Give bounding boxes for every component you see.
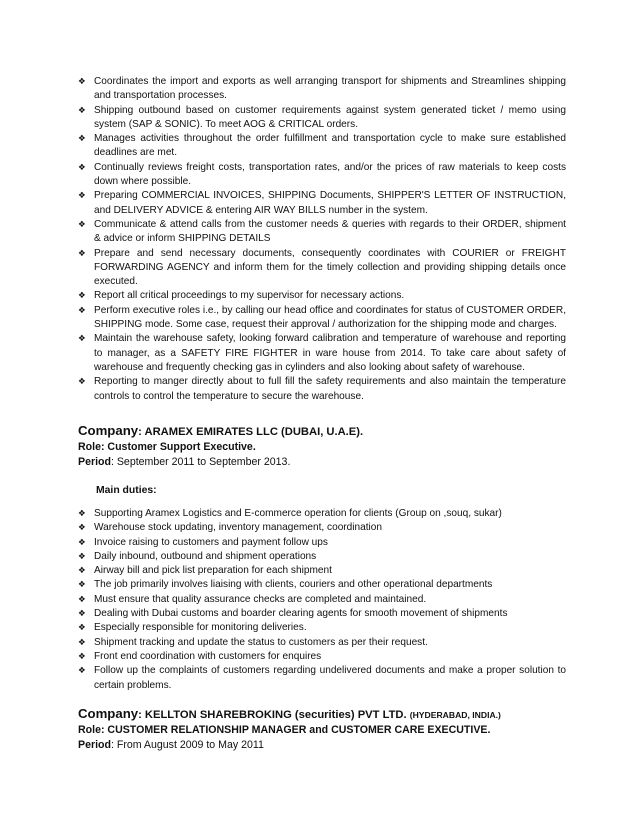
company-name: : KELLTON SHAREBROKING (securities) PVT LTD. [138, 709, 407, 721]
period-line [78, 738, 264, 752]
diamond-bullet-icon: ❖ [78, 623, 86, 634]
list-item [78, 75, 566, 104]
list-item-text: Follow up the complaints of customers regarding undelivered documents and make a proper solution to certain problems. [94, 665, 566, 691]
diamond-bullet-icon: ❖ [78, 105, 86, 116]
list-item [78, 521, 566, 535]
list-item [78, 189, 566, 218]
list-item-text: Prepare and send necessary documents, consequently coordinates with COURIER or FREIGHT FORWARDING AGENCY and inform them for the timely collection and providing shipping details once executed. [94, 247, 566, 288]
list-item-text: Manages activities throughout the order fulfillment and transportation cycle to make sure established deadlines are met. [94, 133, 566, 159]
list-item-text: Airway bill and pick list preparation for each shipment [94, 565, 332, 577]
company-heading-kellton [78, 707, 501, 722]
list-item-text: Shipping outbound based on customer requirements against system generated ticket / memo using system (SAP & SONIC). To meet AOG & CRITICAL orders. [94, 104, 566, 130]
list-item [78, 304, 566, 333]
list-item-text: Report all critical proceedings to my supervisor for necessary actions. [94, 290, 405, 302]
list-item [78, 332, 566, 375]
list-item [78, 564, 566, 578]
period-value: : September 2011 to September 2013. [110, 456, 291, 468]
list-item [78, 132, 566, 161]
period-value: : From August 2009 to May 2011 [110, 739, 264, 751]
list-item [78, 289, 566, 303]
diamond-bullet-icon: ❖ [78, 162, 86, 173]
diamond-bullet-icon: ❖ [78, 523, 86, 534]
list-item-text: Perform executive roles i.e., by calling our head office and coordinates for status of CUSTOMER ORDER, SHIPPING mode. Some case, request their approval / authorization for the shipping mode and charges. [94, 304, 566, 331]
company-location: (HYDERABAD, INDIA.) [409, 710, 501, 720]
diamond-bullet-icon: ❖ [78, 637, 86, 648]
list-item-text: Shipment tracking and update the status to customers as per their request. [94, 636, 428, 648]
list-item-text: Front end coordination with customers for enquires [94, 650, 322, 662]
list-item [78, 104, 566, 133]
diamond-bullet-icon: ❖ [78, 609, 86, 620]
list-item-text: Preparing COMMERCIAL INVOICES, SHIPPING Documents, SHIPPER'S LETTER OF INSTRUCTION, and DELIVERY ADVICE & entering AIR WAY BILLS number in the system. [94, 190, 566, 216]
period-label: Period [78, 456, 111, 468]
list-item-text: Dealing with Dubai customs and boarder clearing agents for smooth movement of shipments [94, 608, 508, 620]
list-item-text: Continually reviews freight costs, transportation rates, and/or the prices of raw materials to keep costs down where possible. [94, 161, 566, 188]
list-item-text: Invoice raising to customers and payment follow ups [94, 536, 328, 548]
diamond-bullet-icon: ❖ [78, 651, 86, 662]
diamond-bullet-icon: ❖ [78, 537, 86, 548]
list-item-text: Must ensure that quality assurance checks are completed and maintained. [94, 593, 427, 605]
diamond-bullet-icon: ❖ [78, 377, 86, 388]
list-item [78, 607, 566, 621]
list-item [78, 621, 566, 635]
list-item-text: Coordinates the import and exports as well arranging transport for shipments and Streamlines shipping and transportation processes. [94, 76, 566, 102]
role-line: Role: Customer Support Executive. [78, 441, 256, 453]
list-item-text: The job primarily involves liaising with clients, couriers and other operational departments [94, 579, 493, 591]
list-item-text: Warehouse stock updating, inventory management, coordination [94, 522, 383, 534]
diamond-bullet-icon: ❖ [78, 334, 86, 345]
diamond-bullet-icon: ❖ [78, 219, 86, 230]
company-label: Company [78, 706, 139, 721]
list-item [78, 247, 566, 290]
list-item [78, 578, 566, 592]
list-item [78, 550, 566, 564]
diamond-bullet-icon: ❖ [78, 291, 86, 302]
list-item [78, 593, 566, 607]
period-label: Period [78, 739, 111, 751]
list-item-text: Reporting to manger directly about to full fill the safety requirements and also maintain the temperature controls to control the temperature to secure the warehouse. [94, 376, 566, 402]
company-name: : ARAMEX EMIRATES LLC (DUBAI, U.A.E). [138, 426, 364, 438]
list-item [78, 218, 566, 247]
diamond-bullet-icon: ❖ [78, 305, 86, 316]
list-item [78, 664, 566, 693]
diamond-bullet-icon: ❖ [78, 77, 86, 87]
diamond-bullet-icon: ❖ [78, 248, 86, 259]
list-item-text: Maintain the warehouse safety, looking forward calibration and temperature of warehouse and reporting to manager, as a SAFETY FIRE FIGHTER in ware house from 2014. To take care about safety of warehouse and frequently checking gas in cylinders and also looking about safety of warehouse. [94, 333, 566, 373]
diamond-bullet-icon: ❖ [78, 566, 86, 577]
main-duties-list [78, 507, 566, 693]
company-heading-aramex [78, 424, 363, 439]
main-duties-heading: Main duties: [96, 485, 157, 496]
list-item [78, 636, 566, 650]
diamond-bullet-icon: ❖ [78, 191, 86, 202]
diamond-bullet-icon: ❖ [78, 134, 86, 145]
list-item [78, 161, 566, 190]
list-item [78, 507, 566, 521]
role-line: Role: CUSTOMER RELATIONSHIP MANAGER and CUSTOMER CARE EXECUTIVE. [78, 724, 491, 736]
responsibilities-list [78, 75, 566, 404]
list-item [78, 650, 566, 664]
list-item-text: Especially responsible for monitoring deliveries. [94, 622, 307, 634]
list-item-text: Supporting Aramex Logistics and E-commerce operation for clients (Group on ,souq, sukar) [94, 508, 502, 519]
list-item-text: Communicate & attend calls from the customer needs & queries with regards to their ORDER, shipment & advice or inform SHIPPING DETAILS [94, 218, 566, 245]
list-item [78, 375, 566, 404]
period-line [78, 455, 290, 469]
list-item-text: Daily inbound, outbound and shipment operations [94, 550, 317, 562]
diamond-bullet-icon: ❖ [78, 666, 86, 677]
diamond-bullet-icon: ❖ [78, 594, 86, 605]
diamond-bullet-icon: ❖ [78, 509, 86, 519]
diamond-bullet-icon: ❖ [78, 580, 86, 591]
diamond-bullet-icon: ❖ [78, 551, 86, 562]
list-item [78, 536, 566, 550]
company-label: Company [78, 423, 139, 438]
